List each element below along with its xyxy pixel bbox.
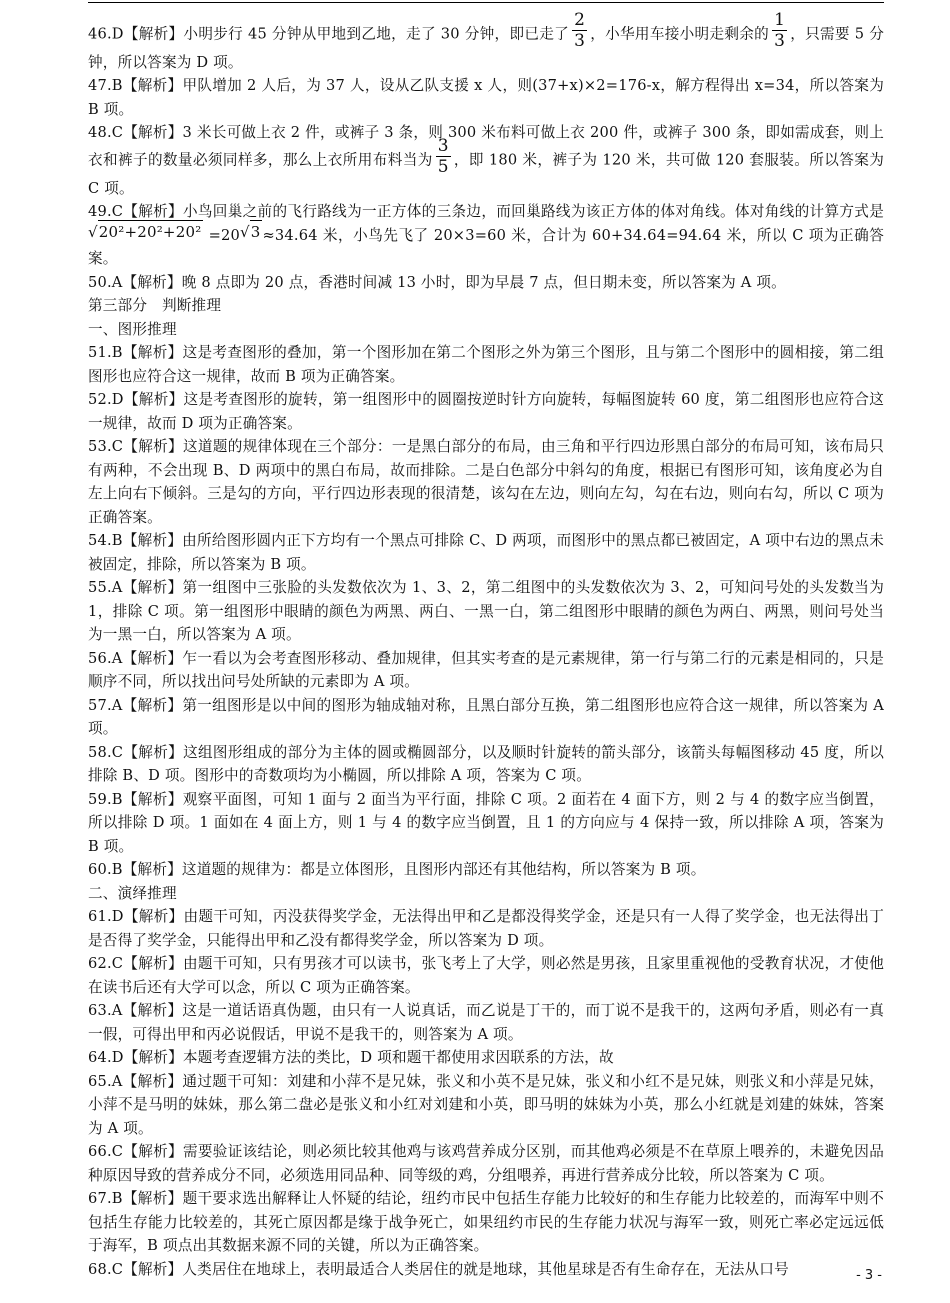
answer-47: 47.B【解析】甲队增加 2 人后，为 37 人，设从乙队支援 x 人，则(37+x)×2=176-x，解方程得出 x=34，所以答案为 B 项。 xyxy=(88,77,884,118)
part-three-heading: 第三部分 判断推理 xyxy=(88,297,222,314)
square-root-expression: √20²+20²+20² xyxy=(88,220,203,245)
square-root-three: √3 xyxy=(240,220,263,245)
answer-64: 64.D【解析】本题考查逻辑方法的类比，D 项和题干都使用求因联系的方法，故 xyxy=(88,1049,614,1066)
answer-explanations xyxy=(88,10,884,1281)
answer-53: 53.C【解析】这道题的规律体现在三个部分：一是黑白部分的布局，由三角和平行四边形黑白部分的布局可知，该布局只有两种，不会出现 B、D 两项中的黑白布局，故而排除。二是白色部分中斜勾的角度，根据已有图形可知，该角度必为自左上向右下倾斜。三是勾的方向，平行四边形表现的很清楚，该勾在左边，则向左勾，勾在右边，则向右勾，所以 C 项为正确答案。 xyxy=(88,438,884,526)
answer-68: 68.C【解析】人类居住在地球上，表明最适合人类居住的就是地球，其他星球是否有生命存在，无法从口号 xyxy=(88,1260,789,1278)
fraction-two-thirds: $\frac{2}{3}$ xyxy=(574,10,586,51)
header-rule xyxy=(88,2,884,3)
fraction-one-third: $\frac{1}{3}$ xyxy=(774,10,786,51)
answer-55: 55.A【解析】第一组图中三张脸的头发数依次为 1、3、2，第二组图中的头发数依次为 3、2，可知问号处的头发数当为 1，排除 C 项。第一组图形中眼睛的颜色为两黑、两白、一黑一白，第二组图形中眼睛的颜色为两白、两黑，则问号处当为一黑一白，所以答案为 A 项。 xyxy=(88,579,884,643)
answer-56: 56.A【解析】乍一看以为会考查图形移动、叠加规律，但其实考查的是元素规律，第一行与第二行的元素是相同的，只是顺序不同，所以找出问号处所缺的元素即为 A 项。 xyxy=(88,649,884,690)
answer-46: 46.D【解析】小明步行 45 分钟从甲地到乙地，走了 30 分钟，即已走了 $\frac{2}{3}$ ，小华用车接小明走剩余的 $\frac{1}{3}$ ，只需要 5 分钟，所以答案为 D 项。 xyxy=(88,10,884,71)
answer-60: 60.B【解析】这道题的规律为：都是立体图形，且图形内部还有其他结构，所以答案为 B 项。 xyxy=(88,861,706,878)
answer-51: 51.B【解析】这是考查图形的叠加，第一个图形加在第二个图形之外为第三个图形，且与第二个图形中的圆相接，第二组图形也应符合这一规律，故而 B 项为正确答案。 xyxy=(88,344,884,385)
answer-54: 54.B【解析】由所给图形圆内正下方均有一个黑点可排除 C、D 两项，而图形中的黑点都已被固定，A 项中右边的黑点未被固定，排除，所以答案为 B 项。 xyxy=(88,532,884,573)
answer-67: 67.B【解析】题干要求选出解释让人怀疑的结论，纽约市民中包括生存能力比较好的和生存能力比较差的，而海军中则不包括生存能力比较差的，其死亡原因都是缘于战争死亡，如果纽约市民的生存能力状况与海军一致，则死亡率必定远远低于海军，B 项点出其数据来源不同的关键，所以为正确答案。 xyxy=(88,1190,884,1254)
answer-61: 61.D【解析】由题干可知，丙没获得奖学金，无法得出甲和乙是都没得奖学金，还是只有一人得了奖学金，也无法得出丁是否得了奖学金，只能得出甲和乙没有都得奖学金，所以答案为 D 项。 xyxy=(88,908,884,949)
section-one-heading: 一、图形推理 xyxy=(88,320,177,338)
answer-57: 57.A【解析】第一组图形是以中间的图形为轴成轴对称，且黑白部分互换，第二组图形也应符合这一规律，所以答案为 A 项。 xyxy=(88,696,884,737)
section-two-heading: 二、演绎推理 xyxy=(88,884,177,902)
answer-66: 66.C【解析】需要验证该结论，则必须比较其他鸡与该鸡营养成分区别，而其他鸡必须是不在草原上喂养的，未避免因品种原因导致的营养成分不同，必须选用同品种、同等级的鸡，分组喂养，再进行营养成分比较，所以答案为 C 项。 xyxy=(88,1143,884,1184)
answer-48: 48.C【解析】3 米长可做上衣 2 件，或裤子 3 条，则 300 米布料可做上衣 200 件，或裤子 300 条，即如需成套，则上衣和裤子的数量必须同样多，那么上衣所用布料当为 $\frac{3}{5}$ ，即 180 米，裤子为 120 米，共可做 120 套服装。所以答案为 C 项。 xyxy=(88,124,884,197)
fraction-three-fifths: $\frac{3}{5}$ xyxy=(437,136,449,177)
page-number: - 3 - xyxy=(856,1268,882,1283)
answer-58: 58.C【解析】这组图形组成的部分为主体的圆或椭圆部分，以及顺时针旋转的箭头部分，该箭头每幅图移动 45 度，所以排除 B、D 项。图形中的奇数项均为小椭圆，所以排除 A 项，答案为 C 项。 xyxy=(88,743,884,784)
answer-65: 65.A【解析】通过题干可知：刘建和小萍不是兄妹，张义和小英不是兄妹，张义和小红不是兄妹，则张义和小萍是兄妹，小萍不是马明的妹妹，那么第二盘必是张义和小红对刘建和小英，即马明的妹妹为小英，那么小红就是刘建的妹妹，答案为 A 项。 xyxy=(88,1072,884,1137)
answer-62: 62.C【解析】由题干可知，只有男孩才可以读书，张飞考上了大学，则必然是男孩，且家里重视他的受教育状况，才使他在读书后还有大学可以念，所以 C 项为正确答案。 xyxy=(88,955,884,996)
answer-63: 63.A【解析】这是一道话语真伪题，由只有一人说真话，而乙说是丁干的，而丁说不是我干的，这两句矛盾，则必有一真一假，可得出甲和丙必说假话，甲说不是我干的，则答案为 A 项。 xyxy=(88,1002,884,1043)
answer-49: 49.C【解析】小鸟回巢之前的飞行路线为一正方体的三条边，而回巢路线为该正方体的体对角线。体对角线的计算方式是√20²+20²+20² =20√3 ≈34.64 米，小鸟先飞了 20×3=60 米，合计为 60+34.64=94.64 米，所以 C 项为正确答案。 xyxy=(88,203,884,267)
answer-52: 52.D【解析】这是考查图形的旋转，第一组图形中的圆圈按逆时针方向旋转，每幅图旋转 60 度，第二组图形也应符合这一规律，故而 D 项为正确答案。 xyxy=(88,391,884,432)
answer-59: 59.B【解析】观察平面图，可知 1 面与 2 面当为平行面，排除 C 项。2 面若在 4 面下方，则 2 与 4 的数字应当倒置，所以排除 D 项。1 面如在 4 面上方，则 1 与 4 的数字应当倒置，且 1 的方向应与 4 保持一致，所以排除 A 项，答案为 B 项。 xyxy=(88,790,884,855)
answer-50: 50.A【解析】晚 8 点即为 20 点，香港时间减 13 小时，即为早晨 7 点，但日期未变，所以答案为 A 项。 xyxy=(88,273,786,291)
